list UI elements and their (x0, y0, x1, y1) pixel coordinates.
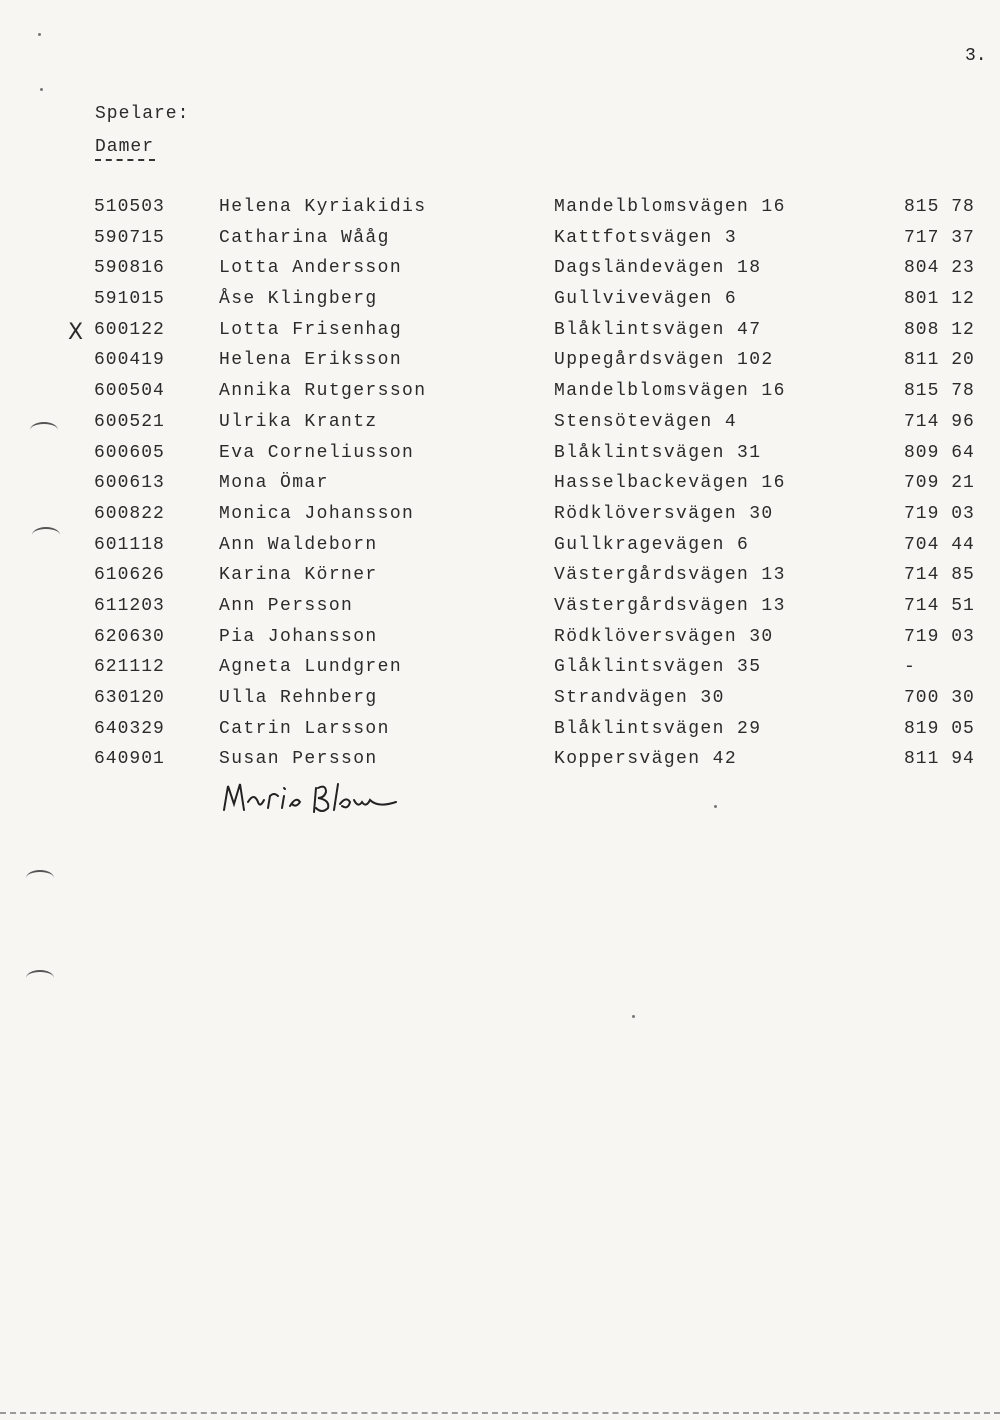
player-postal-code: 714 85 (904, 565, 975, 586)
player-address: Västergårdsvägen 13 (554, 595, 786, 616)
player-row (0, 318, 1000, 349)
punch-hole-mark (26, 870, 54, 886)
player-address: Rödklöversvägen 30 (554, 626, 774, 647)
player-postal-code: 804 23 (904, 258, 975, 279)
player-address: Blåklintsvägen 29 (554, 718, 762, 739)
player-name: Eva Corneliusson (219, 442, 415, 463)
paper-speck (38, 33, 41, 36)
player-postal-code: 819 05 (904, 718, 975, 739)
player-row (0, 502, 1000, 533)
player-address: Blåklintsvägen 47 (554, 319, 762, 340)
player-name: Lotta Frisenhag (219, 319, 403, 340)
paper-speck (40, 88, 43, 91)
player-name: Catrin Larsson (219, 718, 390, 739)
paper-speck (632, 1015, 635, 1018)
player-postal-code: 714 96 (904, 411, 975, 432)
player-row (0, 226, 1000, 257)
player-address: Västergårdsvägen 13 (554, 565, 786, 586)
player-birthdate: 510503 (94, 197, 165, 217)
page-bottom-edge (0, 1412, 1000, 1414)
player-row (0, 287, 1000, 318)
player-row (0, 747, 1000, 778)
player-birthdate: 610626 (94, 565, 165, 586)
player-address: Mandelblomsvägen 16 (554, 381, 786, 402)
player-row (0, 471, 1000, 502)
player-birthdate: 630120 (94, 688, 165, 708)
page-number: 3. (965, 46, 987, 66)
player-name: Helena Kyriakidis (219, 197, 427, 217)
player-postal-code: 809 64 (904, 442, 975, 463)
player-address: Dagsländevägen 18 (554, 258, 762, 279)
player-birthdate: 600419 (94, 350, 165, 371)
player-name: Monica Johansson (219, 503, 415, 524)
player-birthdate: 600122 (94, 319, 165, 340)
player-name: Åse Klingberg (219, 289, 378, 310)
player-row (0, 563, 1000, 594)
player-address: Stensötevägen 4 (554, 411, 738, 432)
player-row (0, 625, 1000, 656)
player-postal-code: 811 94 (904, 749, 975, 770)
player-name: Helena Eriksson (219, 350, 403, 371)
player-name: Ann Persson (219, 595, 354, 616)
player-row (0, 256, 1000, 287)
player-birthdate: 600613 (94, 473, 165, 494)
player-postal-code: 700 30 (904, 688, 975, 708)
player-postal-code: 719 03 (904, 503, 975, 524)
player-address: Koppersvägen 42 (554, 749, 738, 770)
player-name: Ann Waldeborn (219, 534, 378, 555)
subheading-underline (95, 159, 155, 161)
player-postal-code: 714 51 (904, 595, 975, 616)
player-birthdate: 601118 (94, 534, 165, 555)
player-row (0, 655, 1000, 686)
player-name: Lotta Andersson (219, 258, 403, 279)
player-row (0, 717, 1000, 748)
player-name: Susan Persson (219, 749, 378, 770)
player-birthdate: 590715 (94, 227, 165, 248)
player-address: Hasselbackevägen 16 (554, 473, 786, 494)
player-name: Agneta Lundgren (219, 657, 403, 678)
handwritten-x-mark: X (68, 319, 85, 345)
player-name: Ulla Rehnberg (219, 688, 378, 708)
player-address: Rödklöversvägen 30 (554, 503, 774, 524)
player-row (0, 379, 1000, 410)
player-row (0, 348, 1000, 379)
punch-hole-mark (32, 527, 60, 543)
paper-speck (714, 805, 717, 808)
handwritten-signature (222, 778, 402, 823)
player-row (0, 594, 1000, 625)
player-birthdate: 591015 (94, 289, 165, 310)
player-birthdate: 640329 (94, 718, 165, 739)
section-heading: Spelare: (95, 104, 190, 124)
player-postal-code: 815 78 (904, 197, 975, 217)
player-name: Pia Johansson (219, 626, 378, 647)
player-postal-code: - (904, 657, 916, 678)
player-row (0, 686, 1000, 717)
player-birthdate: 620630 (94, 626, 165, 647)
signature-drawing (222, 778, 402, 818)
player-row (0, 195, 1000, 226)
player-birthdate: 621112 (94, 657, 165, 678)
player-postal-code: 801 12 (904, 289, 975, 310)
player-birthdate: 600822 (94, 503, 165, 524)
player-postal-code: 704 44 (904, 534, 975, 555)
player-address: Uppegårdsvägen 102 (554, 350, 774, 371)
player-birthdate: 600504 (94, 381, 165, 402)
player-address: Kattfotsvägen 3 (554, 227, 738, 248)
player-birthdate: 600521 (94, 411, 165, 432)
player-postal-code: 709 21 (904, 473, 975, 494)
player-name: Ulrika Krantz (219, 411, 378, 432)
player-postal-code: 717 37 (904, 227, 975, 248)
player-birthdate: 590816 (94, 258, 165, 279)
player-address: Blåklintsvägen 31 (554, 442, 762, 463)
player-row (0, 441, 1000, 472)
player-name: Annika Rutgersson (219, 381, 427, 402)
player-row (0, 410, 1000, 441)
player-row (0, 533, 1000, 564)
player-birthdate: 611203 (94, 595, 165, 616)
player-address: Strandvägen 30 (554, 688, 725, 708)
player-address: Glåklintsvägen 35 (554, 657, 762, 678)
player-address: Mandelblomsvägen 16 (554, 197, 786, 217)
player-birthdate: 640901 (94, 749, 165, 770)
subheading-damer: Damer (95, 137, 155, 157)
player-address: Gullvivevägen 6 (554, 289, 738, 310)
player-postal-code: 815 78 (904, 381, 975, 402)
punch-hole-mark (30, 422, 58, 438)
player-address: Gullkragevägen 6 (554, 534, 750, 555)
player-name: Mona Ömar (219, 473, 329, 494)
player-birthdate: 600605 (94, 442, 165, 463)
player-name: Karina Körner (219, 565, 378, 586)
player-list (0, 195, 1000, 778)
player-postal-code: 811 20 (904, 350, 975, 371)
punch-hole-mark (26, 970, 54, 986)
player-postal-code: 719 03 (904, 626, 975, 647)
player-postal-code: 808 12 (904, 319, 975, 340)
player-name: Catharina Wååg (219, 227, 390, 248)
